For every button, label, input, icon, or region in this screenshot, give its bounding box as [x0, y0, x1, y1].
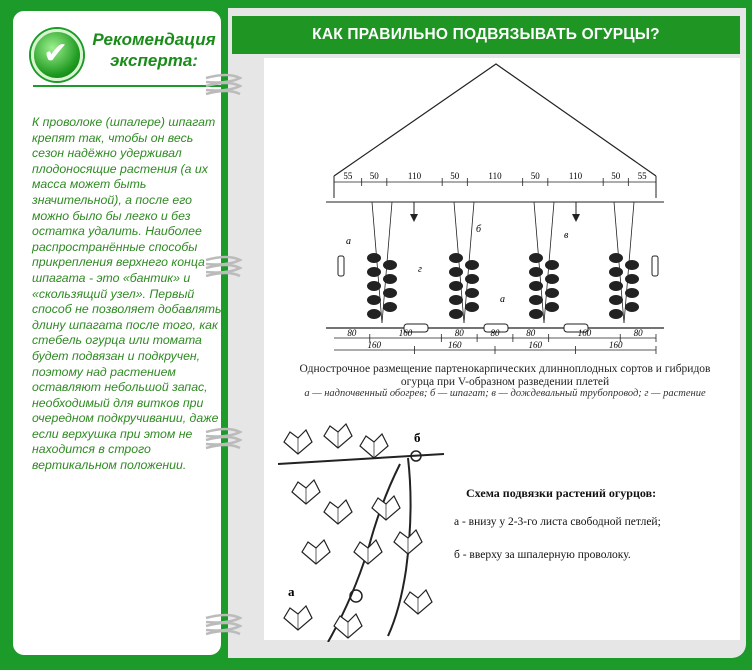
- dim-label: 160: [528, 340, 542, 350]
- dim-label: 55: [637, 171, 647, 181]
- leaf-icon: [292, 480, 320, 504]
- scheme-item-a: а - внизу у 2-3-го листа свободной петлей;: [454, 516, 661, 528]
- dim-label: 160: [577, 328, 592, 338]
- leaf-icon: [360, 434, 388, 458]
- label-b: б: [414, 430, 421, 445]
- diagram1-legend: а — надпочвенный обогрев; б — шпагат; в — дождевальный трубопровод; г — растение: [304, 388, 706, 399]
- expert-title-line1: Рекомендация: [92, 30, 216, 49]
- dim-label: 50: [369, 171, 379, 181]
- label-a-pipe: а: [500, 294, 505, 305]
- expert-card: [10, 8, 224, 658]
- dim-label: 80: [490, 328, 500, 338]
- dim-label: 80: [454, 328, 464, 338]
- leaf-icon: [324, 500, 352, 524]
- label-v: в: [564, 230, 569, 241]
- sprinkler-icon: [572, 202, 580, 222]
- page-title-banner: КАК ПРАВИЛЬНО ПОДВЯЗЫВАТЬ ОГУРЦЫ?: [232, 16, 740, 54]
- expert-title: [79, 29, 229, 71]
- binder-ring-icon: [204, 426, 244, 454]
- leaf-icon: [372, 496, 400, 520]
- dim-label: 80: [526, 328, 536, 338]
- expert-title-line2: эксперта:: [110, 51, 198, 70]
- dim-label: 50: [611, 171, 621, 181]
- dim-label: 50: [450, 171, 460, 181]
- dim-label: 160: [398, 328, 413, 338]
- cucumber-plant-icon: [449, 202, 479, 323]
- dim-label: 160: [367, 340, 381, 350]
- binder-ring-icon: [204, 72, 244, 100]
- diagram1-caption: Однострочное размещение партенокарпических длинноплодных сортов и гибридов огурца при V-образном разведении плетей: [299, 363, 711, 388]
- scheme-item-b: б - вверху за шпалерную проволоку.: [454, 549, 631, 561]
- label-a: а: [288, 584, 295, 599]
- leaf-icon: [354, 540, 382, 564]
- dim-label: 55: [343, 171, 353, 181]
- leaf-icon: [404, 590, 432, 614]
- dim-label: 110: [568, 171, 583, 181]
- cucumber-plant-icon: [367, 202, 397, 323]
- checkmark-badge-icon: [31, 29, 83, 81]
- cucumber-plant-icon: [609, 202, 639, 323]
- cucumber-tying-sketch: [268, 420, 448, 642]
- roof-outline: [334, 64, 656, 176]
- greenhouse-diagram: [264, 58, 740, 368]
- sprinkler-icon: [410, 202, 418, 222]
- expert-text: К проволоке (шпалере) шпагат крепят так, чтобы он весь сезон надёжно удерживал плодоносящие растения (а их масса может быть значительной), а после его можно было бы легко и без остатка удалить. Наиболее распространённые способы прикрепления верхнего конца шпагата - это «бантик» и «скользящий узел». Первый способ не позволяет добавлять длину шпагата после того, как стебель огурца или томата будет подвязан и подкручен, поэтому над растением оставляют небольшой запас, необходимый для витков при очередном подкручивании, даже если верхушка при этом не находится в строго вертикальном положении.: [32, 115, 222, 473]
- label-g: г: [418, 264, 422, 275]
- dim-label: 110: [488, 171, 502, 181]
- leaf-icon: [284, 430, 312, 454]
- label-b: б: [476, 224, 482, 235]
- expert-underline: [33, 85, 223, 87]
- leaf-icon: [324, 424, 352, 448]
- cucumber-plant-icon: [529, 202, 559, 323]
- leaf-icon: [302, 540, 330, 564]
- dim-label: 50: [530, 171, 540, 181]
- binder-ring-icon: [204, 254, 244, 282]
- scheme-title: Схема подвязки растений огурцов:: [466, 486, 657, 500]
- dim-label: 110: [407, 171, 422, 181]
- leaf-icon: [334, 614, 362, 638]
- dim-label: 160: [609, 340, 623, 350]
- dim-label: 80: [347, 328, 357, 338]
- label-a: а: [346, 236, 351, 247]
- side-heater-icon: [652, 256, 658, 276]
- side-heater-icon: [338, 256, 344, 276]
- leaf-icon: [284, 606, 312, 630]
- dim-label: 80: [633, 328, 643, 338]
- leaf-icon: [394, 530, 422, 554]
- checkmark-icon: ✔: [43, 36, 69, 71]
- dim-label: 160: [448, 340, 462, 350]
- binder-ring-icon: [204, 612, 244, 640]
